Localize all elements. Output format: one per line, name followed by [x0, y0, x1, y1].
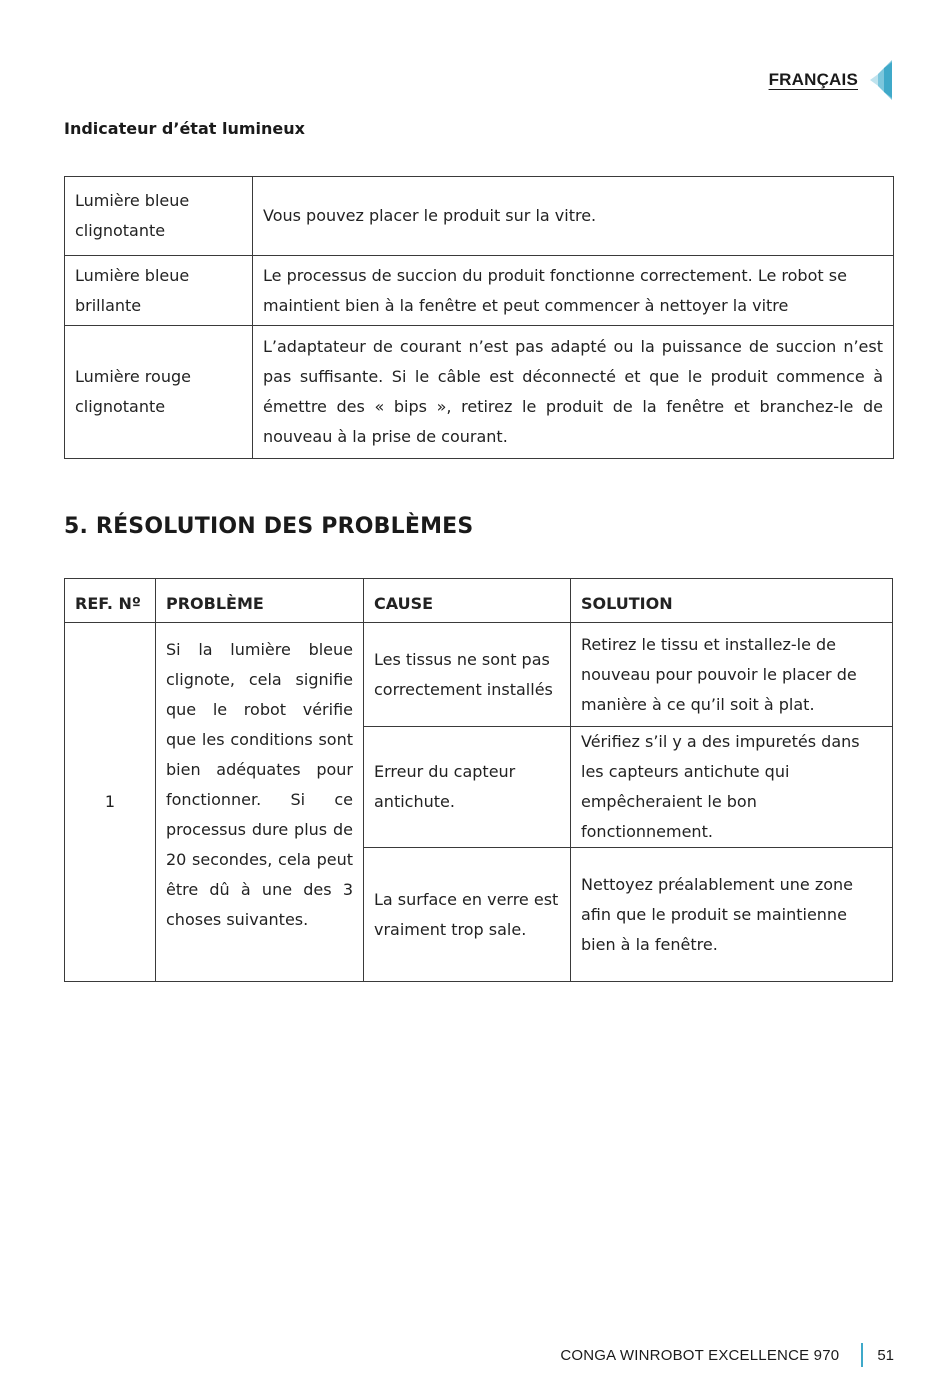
header-ref: REF. Nº [65, 579, 156, 623]
status-description: Le processus de succion du produit fonctionne correctement. Le robot se maintient bien à la fenêtre et peut commencer à nettoyer la vitre [253, 256, 894, 326]
status-row [65, 177, 894, 256]
solution-cell: Nettoyez préalablement une zone afin que le produit se maintienne bien à la fenêtre. [571, 848, 893, 982]
status-label: Lumière bleue brillante [65, 256, 253, 326]
table-row [65, 623, 893, 727]
cause-cell: Les tissus ne sont pas correctement installés [364, 623, 571, 727]
header-solution: SOLUTION [571, 579, 893, 623]
status-label: Lumière rouge clignotante [65, 326, 253, 459]
problem-description: Si la lumière bleue clignote, cela signifie que le robot vérifie que les conditions sont bien adéquates pour fonctionner. Si ce processus dure plus de 20 secondes, cela peut être dû à une des 3 choses suivantes. [156, 623, 364, 982]
language-label: FRANÇAIS [768, 70, 858, 89]
cause-cell: Erreur du capteur antichute. [364, 727, 571, 848]
solution-cell: Vérifiez s’il y a des impuretés dans les capteurs antichute qui empêcheraient le bon fonctionnement. [571, 727, 893, 848]
cause-cell: La surface en verre est vraiment trop sale. [364, 848, 571, 982]
language-header [769, 60, 894, 100]
solution-cell: Retirez le tissu et installez-le de nouveau pour pouvoir le placer de manière à ce qu’il soit à plat. [571, 623, 893, 727]
ref-number: 1 [65, 623, 156, 982]
table-header-row [65, 579, 893, 623]
troubleshooting-title: 5. RÉSOLUTION DES PROBLÈMES [64, 514, 474, 539]
footer-divider [861, 1343, 863, 1367]
footer-product-name: CONGA WINROBOT EXCELLENCE 970 [560, 1346, 840, 1364]
status-description: L’adaptateur de courant n’est pas adapté ou la puissance de succion n’est pas suffisante. Si le câble est déconnecté et que le produit commence à émettre des « bips », retirez le produit de la fenêtre et branchez-le de nouveau à la prise de courant. [253, 326, 894, 459]
header-problem: PROBLÈME [156, 579, 364, 623]
header-cause: CAUSE [364, 579, 571, 623]
page-footer [560, 1343, 894, 1367]
status-section-title: Indicateur d’état lumineux [64, 119, 305, 138]
troubleshooting-table [64, 578, 893, 982]
status-label: Lumière bleue clignotante [65, 177, 253, 256]
status-indicator-table [64, 176, 894, 459]
status-row [65, 256, 894, 326]
status-row [65, 326, 894, 459]
page-number: 51 [877, 1346, 894, 1364]
status-description: Vous pouvez placer le produit sur la vitre. [253, 177, 894, 256]
language-tab-icon [868, 58, 894, 102]
